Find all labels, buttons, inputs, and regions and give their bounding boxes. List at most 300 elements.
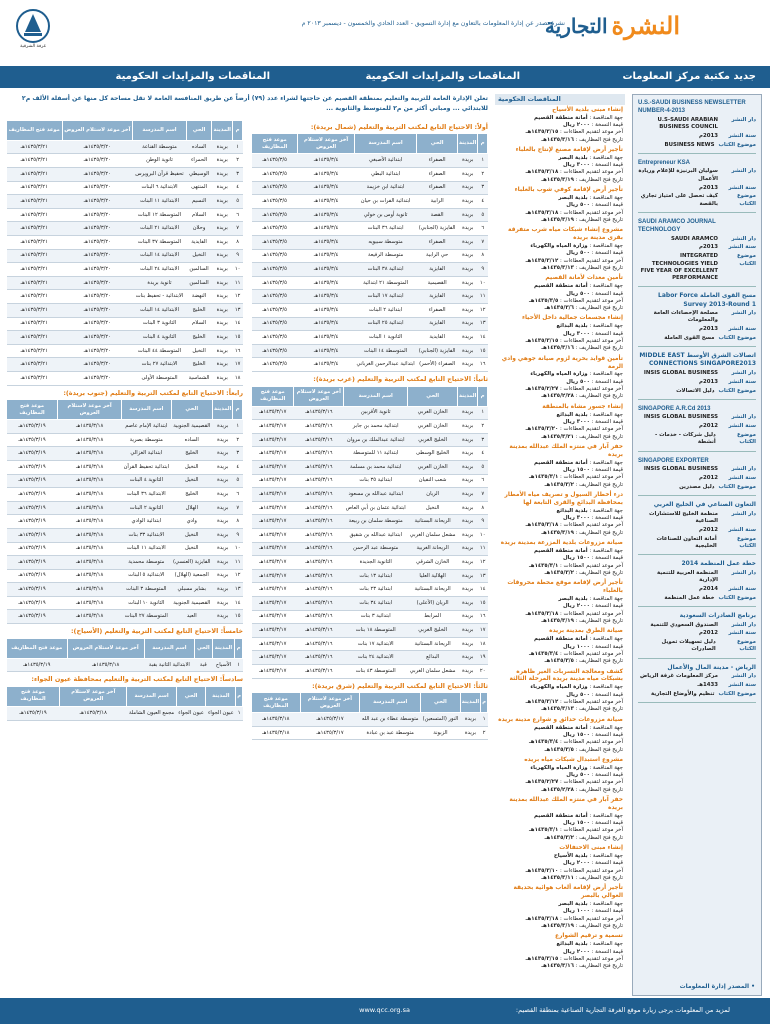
tender-agency-row (497, 508, 623, 515)
table-cell: بريدة (458, 331, 478, 345)
field-label: دار النشر (731, 116, 756, 123)
table-cell: ١٤٣٥/٣/٥هـ (252, 195, 298, 209)
table-cell: متوسطة الرفيعة (354, 249, 416, 263)
tender-opening-row (497, 265, 623, 272)
schools-column (6, 94, 488, 996)
table-row (7, 181, 243, 195)
table-cell: الفايزية (417, 290, 458, 304)
table-header-row (252, 693, 488, 713)
table-cell: الخازن الغربي (408, 461, 458, 475)
tables-right (251, 120, 488, 740)
tender-label: آخر موعد لتقديم العطاءات : (559, 257, 623, 264)
table-cell: الثانوية ٣ البنات (133, 317, 187, 331)
tender-label: آخر موعد لتقديم العطاءات : (559, 867, 623, 874)
logo-text-1: النشرة (611, 10, 680, 40)
schools-table (6, 638, 243, 673)
field-label: موضوع الكتاب (737, 432, 756, 446)
table-cell: ١٤٣٥/٣/١٨هـ (58, 583, 122, 597)
column-header: م (233, 400, 243, 420)
tender-item (497, 275, 623, 312)
table-cell: ابتدائية عبدالله بن مسعود (344, 488, 408, 502)
tender-deadline-row (497, 258, 623, 265)
library-item-title: مسح القوى العاملة Labor Force Survey 2013-Round 1 (658, 292, 756, 308)
tender-agency-row (497, 412, 623, 419)
table-cell: بريدة (212, 195, 233, 209)
divider (638, 399, 756, 400)
issue-subtitle: نشرة تصدر عن إدارة المعلومات بالتعاون مع إدارة التسويق - العدد الحادي والخمسون - ديسمبر ٢٠١٣ م (301, 20, 565, 27)
table-row (252, 501, 488, 515)
tender-agency: أمانة منطقة القصيم (533, 548, 588, 555)
tender-label: قيمة النسخة : (591, 378, 623, 385)
subject-row (638, 595, 756, 602)
table-cell: ١٤٣٥/٣/١٦هـ (294, 569, 344, 583)
tender-title: تأجير أرض لإقامة ألعاب هوائية بحديقة العوالي بالبصر (513, 885, 623, 900)
tender-label: تاريخ فتح المظاريف : (575, 216, 623, 223)
table-cell: تحفيظ قرآن البرويرس (133, 168, 187, 182)
table-cell: ١ (235, 658, 243, 672)
field-label: سنة النشر (728, 585, 756, 592)
table-cell: ١٤٣٥/٣/٥هـ (252, 358, 298, 372)
table-cell: النهضة (186, 290, 212, 304)
table-row (252, 181, 488, 195)
tender-deadline: ١٤٣٥/٣/١٢هـ (525, 699, 559, 706)
column-header: المدينة (206, 686, 236, 706)
table-cell: ١٤٣٥/٣/١٧هـ (252, 420, 294, 434)
column-header: موعد فتح المظاريف (252, 134, 298, 154)
table-cell: ١٤٣٥/٣/٢١هـ (7, 344, 63, 358)
table-cell: ١٤٣٥/٣/١٩هـ (7, 528, 58, 542)
table-cell: بريدة (458, 624, 478, 638)
tender-deadline: ١٤٣٥/٣/١٨هـ (525, 209, 559, 216)
tender-label: تاريخ فتح المظاريف : (575, 345, 623, 352)
table-row (252, 168, 488, 182)
tender-deadline-row (497, 474, 623, 481)
table-cell: بريدة (212, 358, 233, 372)
tender-label: قيمة النسخة : (591, 330, 623, 337)
column-header: م (235, 638, 243, 658)
table-cell: ابتدائية الإمام عاصم (122, 420, 171, 434)
tender-agency: بلدية البدائع (556, 323, 588, 330)
table-cell: ١٤٣٥/٣/١٩هـ (7, 460, 58, 474)
table-cell: ١٤٣٥/٣/٥هـ (252, 344, 298, 358)
table-cell: ١٤٣٥/٣/٢٠هـ (62, 358, 133, 372)
tender-price: ٣٠٠٠ ريال (562, 515, 590, 522)
table-cell: ١٤٣٥/٣/١٦هـ (294, 637, 344, 651)
table-cell: بريدة (458, 515, 478, 529)
table-cell: الريحانة البستانية (408, 515, 458, 529)
table-cell: الهلال (171, 501, 213, 515)
publisher-row (638, 117, 756, 132)
footer-link[interactable]: www.qcc.org.sa (359, 1006, 410, 1014)
divider (638, 212, 756, 213)
tender-deadline-row (497, 651, 623, 658)
table-row (7, 276, 243, 290)
tender-agency: أمانة منطقة القصيم (533, 636, 588, 643)
tender-opening-row (497, 658, 623, 665)
tender-title: صيانة مزروعات حدائق و شوارع مدينة بريدة (498, 716, 623, 723)
year-row (638, 133, 756, 140)
table-cell: الفايزية (الجنابي) (417, 344, 458, 358)
tender-agency: أمانة منطقة القصيم (533, 283, 588, 290)
table-cell: بريدة (213, 542, 233, 556)
tenders-title: المناقصات والمزايدات الحكومية (365, 71, 520, 82)
table-cell: ١٤٣٥/٣/١٩هـ (7, 501, 58, 515)
tender-item (497, 757, 623, 794)
table-cell: النخيل (171, 460, 213, 474)
tender-deadline-row (497, 916, 623, 923)
table-cell: ١٤٣٥/٣/١٩هـ (7, 658, 68, 672)
table-cell: ٢٠ (478, 664, 488, 678)
table-cell: ثانوية الأقربين (344, 406, 408, 420)
tender-title: تأمين قوايد بحرية لزوم صيانة جوهي وادي الرمة (501, 355, 623, 370)
footer-text: لمزيد من المعلومات يرجى زيارة موقع الغرفة التجارية الصناعية بمنطقة القصيم: (515, 1006, 730, 1014)
tender-title: مشروع إنشاء شبكات مياه شرب متفرقة بقرى مدينة بريدة (508, 227, 623, 242)
table-cell: ١ (233, 140, 243, 154)
table-cell: بريدة (458, 236, 478, 250)
table-cell: ٥ (233, 195, 243, 209)
field-value: 2013م (699, 326, 718, 333)
tender-opening: ١٤٣٥/٣/١٦هـ (541, 963, 574, 970)
field-value: دليل مصدرين (679, 483, 715, 490)
tender-deadline-row (497, 210, 623, 217)
field-label: موضوع الكتاب (737, 253, 756, 267)
library-item (638, 159, 756, 213)
table-cell: ١٤٣٥/٣/٢١هـ (7, 263, 63, 277)
table-cell: ١٤٣٥/٣/١٦هـ (294, 515, 344, 529)
table-cell: ثانوية الوطن (133, 154, 187, 168)
tender-price: ٥٠٠ ريال (566, 691, 590, 698)
table-cell: ٧ (233, 501, 243, 515)
table-row (7, 344, 243, 358)
schools-table (251, 692, 488, 740)
tender-label: قيمة النسخة : (591, 603, 623, 610)
table-cell: بريدة (213, 433, 233, 447)
table-row (252, 726, 488, 740)
table-cell: ابتدائية البطي (354, 168, 416, 182)
table-cell: ١٤٣٥/٣/١٧هـ (252, 664, 294, 678)
column-header: اسم المدرسة (360, 693, 421, 713)
tender-label: آخر موعد لتقديم العطاءات : (559, 522, 623, 529)
table-cell: بريدة (212, 317, 233, 331)
tender-price: ١٥٠٠ ريال (562, 731, 590, 738)
table-cell: ٢ (478, 420, 488, 434)
tender-agency: بلدية البدائع (556, 507, 588, 514)
table-cell: ١٤٣٥/٣/١٦هـ (294, 664, 344, 678)
tender-opening: ١٤٣٥/٣/١١هـ (541, 874, 574, 881)
table-row (7, 447, 243, 461)
tender-title: تأجير أرض لإقامة موقع محطة محروقات بالعلباء (507, 580, 623, 595)
tender-label: جهة المناقصة : (589, 194, 623, 201)
tender-label: جهة المناقصة : (589, 283, 623, 290)
table-cell: ابتدائية محمد بن جابر (344, 420, 408, 434)
table-cell: بريدة (458, 461, 478, 475)
table-cell: النخيل (171, 474, 213, 488)
tender-price-row (497, 331, 623, 338)
tender-label: تاريخ فتح المظاريف : (575, 481, 623, 488)
library-item (638, 352, 756, 400)
tender-label: آخر موعد لتقديم العطاءات : (559, 955, 623, 962)
table-cell: ابتدائية الفرات بن حيان (354, 195, 416, 209)
table-cell: النخيل (186, 344, 212, 358)
tender-deadline-row (497, 779, 623, 786)
table-cell: الثانوية ٤ البنات (133, 331, 187, 345)
field-label: دار النشر (731, 414, 756, 421)
table-cell: الابتدائية ٢٧ بنات (133, 358, 187, 372)
table-cell: بريدة (212, 236, 233, 250)
field-value: 2013م (699, 378, 718, 385)
table-row (252, 420, 488, 434)
table-cell: الابتدائية ١٤ البنات (133, 249, 187, 263)
table-cell: ١٤٣٥/٣/٢١هـ (7, 168, 63, 182)
tender-opening: ١٤٣٥/٣/٢١هـ (541, 433, 574, 440)
table-cell: مجمع العيون الشاملة (127, 706, 176, 720)
tender-price: ٥٠٠ ريال (566, 772, 590, 779)
table-cell: ابتدائية ٢ البنات (354, 304, 416, 318)
table-cell: متوسطة عبد الرحمن (344, 542, 408, 556)
table-header-row (252, 386, 488, 406)
tender-opening-row (497, 305, 623, 312)
tender-deadline: ١٤٣٥/٣/٥هـ (528, 297, 559, 304)
column-header: آخر موعد لاستلام العروض (294, 386, 344, 406)
column-header: المدينة (213, 400, 233, 420)
table-cell: ١٤٣٥/٣/٥هـ (252, 290, 298, 304)
tender-price-row (497, 949, 623, 956)
table-cell: ٩ (478, 515, 488, 529)
table-cell: الفايزية (417, 263, 458, 277)
library-title: جديد مكتبة مركز المعلومات (622, 71, 756, 82)
tender-opening: ١٤٣٥/٣/١٣هـ (541, 706, 574, 713)
table-cell: المتوسطة ١٨ بنات (344, 624, 408, 638)
tender-label: آخر موعد لتقديم العطاءات : (559, 297, 623, 304)
table-cell: ١٤٣٥/٣/١٧هـ (252, 461, 294, 475)
table-cell: السلام (186, 317, 212, 331)
tender-opening-row (497, 787, 623, 794)
table-cell: متوسطة محمدية (122, 556, 171, 570)
table-row (252, 610, 488, 624)
table-cell: بريدة (212, 263, 233, 277)
table-cell: الأسياح (212, 658, 235, 672)
table-cell: ١٥ (478, 344, 488, 358)
publisher-row (638, 466, 756, 473)
tender-agency: أمانة منطقة القصيم (533, 114, 588, 121)
table-cell: بريدة (213, 515, 233, 529)
tender-label: جهة المناقصة : (589, 243, 623, 250)
table-cell: الصفراء (417, 181, 458, 195)
need-section (6, 675, 243, 720)
tender-price-row (497, 860, 623, 867)
table-row (7, 263, 243, 277)
table-cell: بريدة (458, 528, 478, 542)
tender-label: قيمة النسخة : (591, 202, 623, 209)
table-cell: ابتدائية ١١ للمتوسطة (344, 447, 408, 461)
table-row (252, 208, 488, 222)
table-cell: ١٤٣٥/٣/٤هـ (298, 304, 355, 318)
intro-paragraph: تعلن الإدارة العامة للتربية والتعليم بمنطقة القصيم عن حاجتها لشراء عدد (٧٩) أرضاً عن طريق المنافسة العامة لا تقل مساحة كل منها عن أسفلة الألف م٢ للابتدائي ... ومباني أكثر من م٢ للمتوسط والثانوية ... (21, 95, 488, 112)
table-row (252, 317, 488, 331)
table-cell: الثانوية الجديدة (344, 556, 408, 570)
tender-opening: ١٤٣٥/٣/١٦هـ (541, 345, 574, 352)
field-label: موضوع الكتاب (718, 335, 756, 341)
table-cell: بريدة (458, 263, 478, 277)
publisher-row (638, 168, 756, 183)
field-value: INSIS GLOBAL BUSINESS (643, 369, 718, 376)
table-cell: الخليج (171, 447, 213, 461)
tender-label: تاريخ فتح المظاريف : (575, 393, 623, 400)
column-header: المدينة (460, 693, 480, 713)
column-header: الحي (186, 120, 212, 140)
tender-item (497, 315, 623, 352)
tender-title: تأجير أرض لإقامة مصنع لإنتاج بالعلباء (515, 146, 623, 153)
table-cell: ١٥ (233, 331, 243, 345)
table-cell: ١٤٣٥/٣/٢٠هـ (62, 236, 133, 250)
table-cell: ١ (478, 406, 488, 420)
table-cell: بريدة (458, 542, 478, 556)
tender-agency: بلدية البدائع (556, 941, 588, 948)
table-cell: ١١ (478, 542, 488, 556)
table-cell: ١٤٣٥/٣/١٧هـ (252, 637, 294, 651)
table-cell: القصيمية الجنوبية (171, 420, 213, 434)
table-row (252, 304, 488, 318)
tender-deadline-row (497, 522, 623, 529)
year-row (638, 423, 756, 430)
table-cell: ١٤٣٥/٣/٤هـ (298, 181, 355, 195)
tender-opening-row (497, 923, 623, 930)
table-cell: ١٨ (233, 371, 243, 385)
publisher-row (638, 310, 756, 325)
table-cell: ٩ (233, 528, 243, 542)
divider (638, 554, 756, 555)
table-cell: ٣ (233, 447, 243, 461)
column-header: آخر موعد لاستلام العروض (60, 686, 127, 706)
tender-deadline-row (497, 827, 623, 834)
library-item-title: اتصالات الشرق الأوسط MIDDLE EAST CONNECTIONS SINGAPORE2013 (639, 352, 756, 368)
table-row (252, 542, 488, 556)
tender-label: آخر موعد لتقديم العطاءات : (559, 739, 623, 746)
table-cell: متوسطة بصرية (122, 433, 171, 447)
table-cell: ١٤٣٥/٣/١٧هـ (252, 515, 294, 529)
table-cell: ٩ (478, 263, 488, 277)
section-title: أولاً: الاحتياج التابع لمكتب التربية والتعليم (شمال بريدة): (310, 122, 488, 131)
table-cell: بريدة (212, 290, 233, 304)
table-cell: ١٤٣٥/٣/١٩هـ (7, 433, 58, 447)
subject-row (638, 691, 756, 698)
tender-opening-row (497, 570, 623, 577)
table-cell: ١٤٣٥/٣/١٩هـ (7, 447, 58, 461)
table-cell: ١٤٣٥/٣/١٨هـ (58, 420, 122, 434)
table-cell: ١٤٣٥/٣/٢٠هـ (62, 331, 133, 345)
table-row (252, 195, 488, 209)
table-cell: الصفراء (الأحمر) (417, 358, 458, 372)
tender-opening: ١٤٣٥/٣/٢هـ (544, 834, 574, 841)
tender-title: مشروع استبدال شبكات مياه بريده (524, 756, 623, 763)
table-cell: المتوسطة ٣ البنات (122, 583, 171, 597)
table-cell: بريدة (213, 447, 233, 461)
tender-label: آخر موعد لتقديم العطاءات : (559, 779, 623, 786)
table-cell: بريدة (458, 344, 478, 358)
library-item (638, 664, 756, 703)
table-cell: ابتدائية محمد بن مسلمة (344, 461, 408, 475)
column-header: م (236, 686, 243, 706)
table-cell: بريدة (458, 304, 478, 318)
table-cell: ١٤٣٥/٣/١٩هـ (7, 488, 58, 502)
field-value: 2012م (699, 526, 718, 533)
table-cell: ابتدائية ٣٤ بنات (344, 596, 408, 610)
tender-label: آخر موعد لتقديم العطاءات : (559, 650, 623, 657)
tender-label: تاريخ فتح المظاريف : (575, 923, 623, 930)
table-cell: ١٤٣٥/٣/٢٠هـ (62, 154, 133, 168)
field-value: دليل تسهيلات تمويل الصادرات (661, 639, 716, 653)
tender-label: جهة المناقصة : (589, 411, 623, 418)
field-value: 2012م (699, 475, 718, 482)
table-cell: ١٢ (233, 290, 243, 304)
table-cell: ١٠ (233, 263, 243, 277)
tender-label: جهة المناقصة : (589, 548, 623, 555)
column-header: المدينة (212, 638, 235, 658)
column-header: موعد فتح المظاريف (7, 638, 68, 658)
table-row (252, 624, 488, 638)
table-cell: ١٤٣٥/٣/١٨هـ (58, 460, 122, 474)
table-cell: ١٤٣٥/٣/٢١هـ (7, 181, 63, 195)
tender-label: تاريخ فتح المظاريف : (575, 136, 623, 143)
field-label: سنة النشر (728, 475, 756, 482)
column-header: اسم المدرسة (133, 120, 187, 140)
tender-label: تاريخ فتح المظاريف : (575, 176, 623, 183)
table-cell: الصفراء (417, 168, 458, 182)
tender-agency-row (497, 243, 623, 250)
table-cell: ٦ (233, 208, 243, 222)
table-cell: المتوسطة ٢١ ابتدائية (354, 276, 416, 290)
tender-agency-row (497, 725, 623, 732)
tender-title: إنشاء مبنى بلدية الأسياح (552, 106, 623, 113)
table-cell: بريدة (212, 222, 233, 236)
library-source: • المصدر إدارة المعلومات (679, 982, 755, 990)
field-value: INTEGRATED TECHNOLOGIES YIELD FIVE YEAR OF EXCELLENT PERFORMANCE (640, 253, 718, 282)
tender-label: آخر موعد لتقديم العطاءات : (559, 169, 623, 176)
tender-item (497, 107, 623, 144)
table-cell: ابتدائية الأصبغي (354, 154, 416, 168)
tender-title: حفر آبار في منتزه الملك عبدالله بمدينة بريدة (509, 796, 623, 811)
table-cell: النخيل (186, 249, 212, 263)
tender-deadline-row (497, 169, 623, 176)
need-section (251, 123, 488, 372)
tender-label: قيمة النسخة : (591, 467, 623, 474)
table-cell: بريدة (458, 596, 478, 610)
tender-label: قيمة النسخة : (591, 418, 623, 425)
field-label: سنة النشر (728, 326, 756, 333)
need-section (6, 389, 243, 625)
table-cell: بريدة (458, 501, 478, 515)
table-cell: ١٤٣٥/٣/٢٠هـ (62, 263, 133, 277)
table-cell: عيون الجواء (176, 706, 206, 720)
tender-label: آخر موعد لتقديم العطاءات : (559, 827, 623, 834)
column-header: الحي (408, 386, 458, 406)
column-header: موعد فتح المظاريف (7, 400, 58, 420)
table-cell: ١٤٣٥/٣/٥هـ (252, 208, 298, 222)
table-cell: بريدة (212, 154, 233, 168)
table-cell: ١٤٣٥/٣/٢١هـ (7, 331, 63, 345)
field-label: موضوع الكتاب (718, 483, 756, 490)
tender-agency: بلدية البصر (558, 596, 588, 603)
table-cell: ١٤٣٥/٣/١٧هـ (252, 610, 294, 624)
table-cell: ١٤٣٥/٣/١٦هـ (294, 447, 344, 461)
tender-item (497, 147, 623, 184)
table-cell: المتوسطة ١٤ البنات (354, 344, 416, 358)
tender-label: تاريخ فتح المظاريف : (575, 874, 623, 881)
table-cell: المنتهى (186, 181, 212, 195)
table-cell: ابتدائية عبدالله بن شقيق (344, 528, 408, 542)
field-value: 1433هـ (697, 682, 718, 689)
table-cell: بريدة (458, 569, 478, 583)
